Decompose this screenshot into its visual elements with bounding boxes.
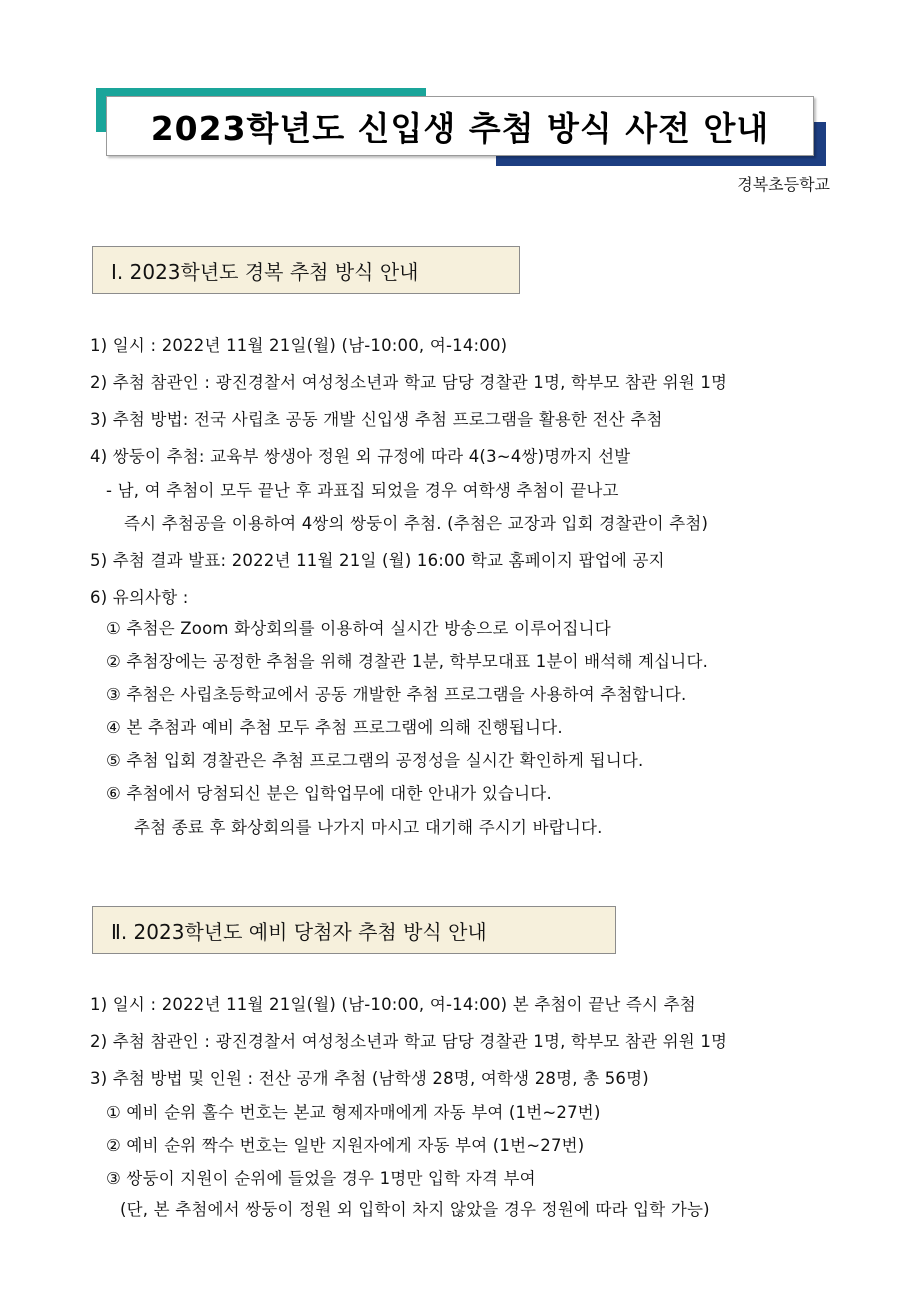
s1-line-10: ② 추첨장에는 공정한 추첨을 위해 경찰관 1분, 학부모대표 1분이 배석해 계십니다. (106, 652, 709, 671)
s2-line-2: 2) 추첨 참관인 : 광진경찰서 여성청소년과 학교 담당 경찰관 1명, 학부모 참관 위원 1명 (90, 1032, 728, 1051)
section2-heading (92, 906, 616, 954)
banner-accent-right (814, 122, 826, 166)
s1-line-7: 5) 추첨 결과 발표: 2022년 11월 21일 (월) 16:00 학교 홈페이지 팝업에 공지 (90, 551, 665, 570)
s1-line-5: - 남, 여 추첨이 모두 끝난 후 과표집 되었을 경우 여학생 추첨이 끝나고 (106, 481, 619, 500)
s2-line-3: 3) 추첨 방법 및 인원 : 전산 공개 추첨 (남학생 28명, 여학생 28명, 총 56명) (90, 1069, 649, 1088)
s2-line-1: 1) 일시 : 2022년 11월 21일(월) (남-10:00, 여-14:00) 본 추첨이 끝난 즉시 추첨 (90, 995, 696, 1014)
s1-line-14: ⑥ 추첨에서 당첨되신 분은 입학업무에 대한 안내가 있습니다. (106, 784, 552, 803)
s1-line-12: ④ 본 추첨과 예비 추첨 모두 추첨 프로그램에 의해 진행됩니다. (106, 718, 563, 737)
section1-heading (92, 246, 520, 294)
page-title: 2023학년도 신입생 추첨 방식 사전 안내 (150, 108, 770, 148)
title-box (106, 96, 814, 156)
s1-line-8: 6) 유의사항 : (90, 588, 189, 607)
title-banner (96, 88, 826, 166)
section2-heading-text: Ⅱ. 2023학년도 예비 당첨자 추첨 방식 안내 (111, 919, 487, 944)
s2-line-5: ② 예비 순위 짝수 번호는 일반 지원자에게 자동 부여 (1번~27번) (106, 1136, 585, 1155)
s2-line-6: ③ 쌍둥이 지원이 순위에 들었을 경우 1명만 입학 자격 부여 (106, 1169, 536, 1188)
s1-line-4: 4) 쌍둥이 추첨: 교육부 쌍생아 정원 외 규정에 따라 4(3~4쌍)명까지 선발 (90, 447, 631, 466)
s2-line-7: (단, 본 추첨에서 쌍둥이 정원 외 입학이 차지 않았을 경우 정원에 따라 입학 가능) (120, 1200, 710, 1219)
s1-line-6: 즉시 추첨공을 이용하여 4쌍의 쌍둥이 추첨. (추첨은 교장과 입회 경찰관이 추첨) (124, 514, 709, 533)
s1-line-3: 3) 추첨 방법: 전국 사립초 공동 개발 신입생 추첨 프로그램을 활용한 전산 추첨 (90, 410, 663, 429)
s1-line-9: ① 추첨은 Zoom 화상회의를 이용하여 실시간 방송으로 이루어집니다 (106, 619, 611, 638)
s1-line-15: 추첨 종료 후 화상회의를 나가지 마시고 대기해 주시기 바랍니다. (134, 818, 603, 837)
s1-line-13: ⑤ 추첨 입회 경찰관은 추첨 프로그램의 공정성을 실시간 확인하게 됩니다. (106, 751, 644, 770)
s1-line-11: ③ 추첨은 사립초등학교에서 공동 개발한 추첨 프로그램을 사용하여 추첨합니다. (106, 685, 687, 704)
s1-line-2: 2) 추첨 참관인 : 광진경찰서 여성청소년과 학교 담당 경찰관 1명, 학부모 참관 위원 1명 (90, 373, 728, 392)
s1-line-1: 1) 일시 : 2022년 11월 21일(월) (남-10:00, 여-14:00) (90, 336, 508, 355)
section1-heading-text: Ⅰ. 2023학년도 경복 추첨 방식 안내 (111, 259, 419, 284)
school-name: 경복초등학교 (737, 175, 830, 194)
s2-line-4: ① 예비 순위 홀수 번호는 본교 형제자매에게 자동 부여 (1번~27번) (106, 1103, 601, 1122)
